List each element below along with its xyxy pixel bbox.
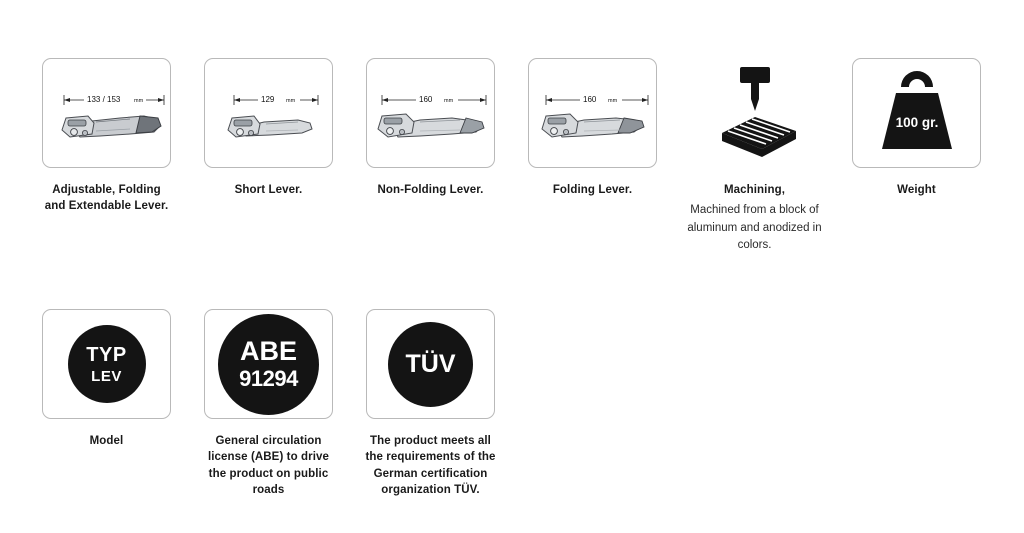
lever-image-box (366, 58, 495, 168)
feature-machining (689, 58, 820, 254)
lever-image-box (528, 58, 657, 168)
lever-non-folding-icon (368, 60, 494, 166)
feature-model (41, 309, 172, 449)
abe-badge-line1: ABE (239, 336, 297, 367)
feature-icon-grid (41, 58, 991, 498)
dimension-value: 129 (260, 95, 274, 104)
tuv-badge-icon: TÜV (388, 322, 473, 407)
feature-tuv-certification (365, 309, 496, 498)
feature-row-2 (41, 309, 991, 498)
model-badge-line1: TYP (86, 343, 127, 366)
cnc-machining-icon (700, 61, 810, 165)
feature-abe-license (203, 309, 334, 498)
dimension-value: 133 / 153 (86, 95, 120, 104)
dimension-unit: mm (285, 98, 295, 104)
abe-badge-icon (218, 314, 319, 415)
feature-non-folding-lever (365, 58, 496, 198)
feature-caption: Non-Folding Lever. (377, 184, 484, 196)
feature-subcaption: Machined from a block of aluminum and anodized in colors. (687, 204, 822, 251)
feature-caption: Folding Lever. (552, 184, 633, 196)
feature-adjustable-folding-extendable-lever (41, 58, 172, 215)
dimension-unit: mm (443, 98, 453, 104)
abe-image-box (204, 309, 333, 419)
machining-image-box (690, 58, 819, 168)
dimension-unit: mm (607, 98, 617, 104)
model-badge-icon (68, 325, 146, 403)
feature-caption: Short Lever. (234, 184, 303, 196)
tuv-image-box (366, 309, 495, 419)
feature-caption: Model (89, 435, 124, 448)
lever-adjustable-icon (44, 60, 170, 166)
feature-folding-lever (527, 58, 658, 198)
feature-caption: Adjustable, Folding and Extendable Lever. (44, 184, 169, 213)
weight-image-box (852, 58, 981, 168)
model-image-box (42, 309, 171, 419)
feature-caption: General circulation license (ABE) to drive the product on public roads (207, 435, 330, 497)
abe-badge-line2: 91294 (239, 366, 298, 392)
feature-caption: Weight (897, 184, 936, 196)
feature-caption: Machining, (723, 184, 786, 196)
weight-icon (862, 63, 972, 163)
weight-value: 100 gr. (895, 115, 938, 130)
feature-row-1 (41, 58, 991, 254)
model-badge-line2: LEV (91, 367, 122, 385)
dimension-value: 160 (418, 95, 432, 104)
lever-folding-icon (530, 60, 656, 166)
dimension-unit: mm (133, 98, 143, 104)
dimension-value: 160 (582, 95, 596, 104)
lever-short-icon (206, 60, 332, 166)
feature-short-lever (203, 58, 334, 198)
lever-image-box (204, 58, 333, 168)
feature-caption: The product meets all the requirements of the German certification organization TÜV. (365, 435, 496, 497)
lever-image-box (42, 58, 171, 168)
feature-weight (851, 58, 982, 198)
